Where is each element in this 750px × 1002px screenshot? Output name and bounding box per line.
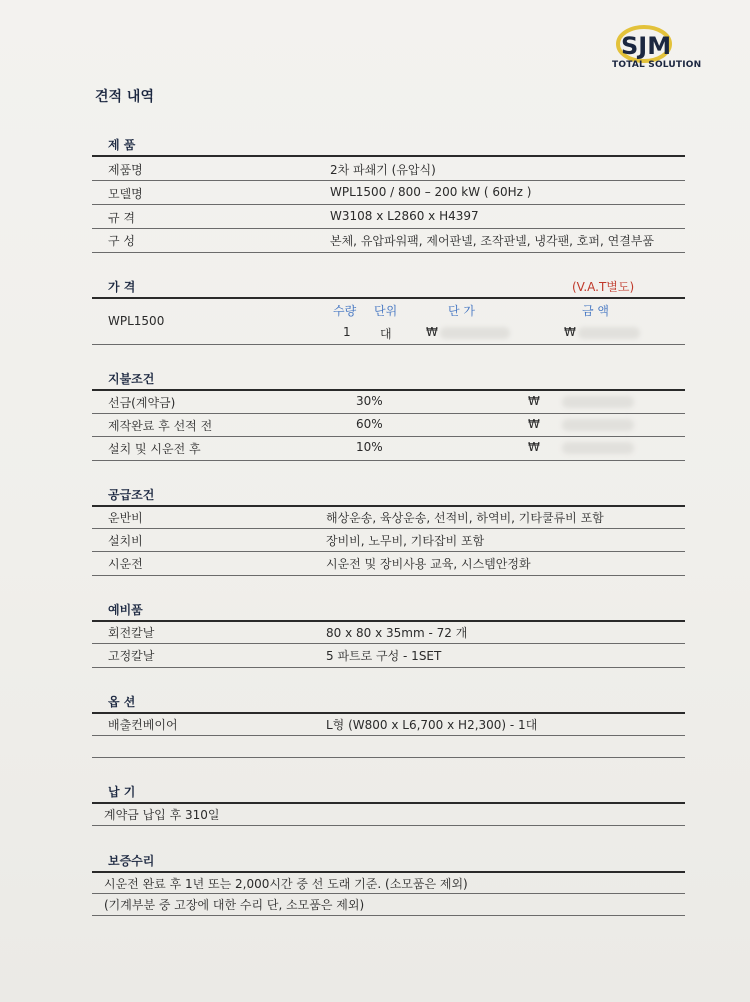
price-header-qty: 수량 — [333, 304, 357, 318]
payment-row-percent: 60% — [356, 417, 383, 431]
price-header-amount: 금 액 — [582, 304, 609, 318]
warranty-line: (기계부분 중 고장에 대한 수리 단, 소모품은 제외) — [104, 898, 365, 912]
svg-text:SJM: SJM — [621, 32, 672, 60]
company-tagline: TOTAL SOLUTION — [612, 60, 702, 70]
divider — [92, 204, 685, 205]
section-title-payment: 지불조건 — [108, 372, 155, 386]
delivery-text: 계약금 납입 후 310일 — [104, 808, 220, 822]
redacted-payment-amount — [562, 419, 634, 431]
payment-row-label: 제작완료 후 선적 전 — [108, 419, 213, 433]
divider — [92, 252, 685, 253]
supply-row-value: 해상운송, 육상운송, 선적비, 하역비, 기타쿨류비 포함 — [326, 511, 604, 525]
spec-label: 규 격 — [108, 211, 135, 225]
divider — [92, 528, 685, 529]
divider — [92, 505, 685, 507]
divider — [92, 389, 685, 391]
divider — [92, 825, 685, 826]
product-name-label: 제품명 — [108, 163, 143, 177]
divider — [92, 757, 685, 758]
spare-row-value: 80 x 80 x 35mm - 72 개 — [326, 626, 468, 640]
divider — [92, 667, 685, 668]
divider — [92, 620, 685, 622]
section-title-option: 옵 션 — [108, 695, 136, 709]
divider — [92, 413, 685, 414]
section-title-supply: 공급조건 — [108, 488, 155, 502]
payment-row-symbol: ₩ — [528, 417, 540, 431]
redacted-unit-price — [440, 327, 510, 339]
divider — [92, 643, 685, 644]
supply-row-label: 시운전 — [108, 557, 143, 571]
divider — [92, 155, 685, 157]
payment-row-percent: 10% — [356, 440, 383, 454]
section-title-spare: 예비품 — [108, 603, 143, 617]
spare-row-label: 고정칼날 — [108, 649, 155, 663]
option-row-label: 배출컨베이어 — [108, 718, 178, 732]
spare-row-value: 5 파트로 구성 - 1SET — [326, 649, 442, 663]
divider — [92, 460, 685, 461]
divider — [92, 735, 685, 736]
section-title-product: 제 품 — [108, 138, 136, 152]
divider — [92, 915, 685, 916]
divider — [92, 575, 685, 576]
model-label: 모델명 — [108, 187, 143, 201]
composition-value: 본체, 유압파워팩, 제어판넬, 조작판넬, 냉각팬, 호퍼, 연결부품 — [330, 234, 654, 248]
warranty-line: 시운전 완료 후 1년 또는 2,000시간 중 선 도래 기준. (소모품은 제외) — [104, 877, 468, 891]
price-unit-price-symbol: ₩ — [426, 325, 438, 339]
divider — [92, 180, 685, 181]
option-row-value: L형 (W800 x L6,700 x H2,300) - 1대 — [326, 718, 538, 732]
section-title-warranty: 보증수리 — [108, 854, 155, 868]
spec-value: W3108 x L2860 x H4397 — [330, 209, 479, 223]
price-item-label: WPL1500 — [108, 314, 165, 328]
vat-note: (V.A.T별도) — [572, 280, 635, 294]
divider — [92, 297, 685, 299]
redacted-amount — [578, 327, 640, 339]
payment-row-percent: 30% — [356, 394, 383, 408]
divider — [92, 436, 685, 437]
payment-row-symbol: ₩ — [528, 440, 540, 454]
supply-row-label: 운반비 — [108, 511, 143, 525]
model-value: WPL1500 / 800 – 200 kW ( 60Hz ) — [330, 185, 532, 199]
document-title: 견적 내역 — [95, 89, 154, 105]
price-qty: 1 — [343, 325, 351, 339]
divider — [92, 893, 685, 894]
supply-row-value: 장비비, 노무비, 기타잡비 포함 — [326, 534, 485, 548]
divider — [92, 802, 685, 804]
divider — [92, 712, 685, 714]
composition-label: 구 성 — [108, 234, 135, 248]
price-header-unit: 단위 — [374, 304, 398, 318]
supply-row-value: 시운전 및 장비사용 교육, 시스템안정화 — [326, 557, 531, 571]
price-header-unit-price: 단 가 — [448, 304, 475, 318]
payment-row-symbol: ₩ — [528, 394, 540, 408]
divider — [92, 551, 685, 552]
divider — [92, 344, 685, 345]
section-title-price: 가 격 — [108, 280, 136, 294]
product-name-value: 2차 파쇄기 (유압식) — [330, 163, 436, 177]
divider — [92, 871, 685, 873]
payment-row-label: 선금(계약금) — [108, 396, 176, 410]
divider — [92, 228, 685, 229]
price-unit: 대 — [380, 327, 392, 341]
section-title-delivery: 납 기 — [108, 785, 136, 799]
spare-row-label: 회전칼날 — [108, 626, 155, 640]
redacted-payment-amount — [562, 442, 634, 454]
supply-row-label: 설치비 — [108, 534, 143, 548]
price-amount-symbol: ₩ — [564, 325, 576, 339]
payment-row-label: 설치 및 시운전 후 — [108, 442, 201, 456]
redacted-payment-amount — [562, 396, 634, 408]
